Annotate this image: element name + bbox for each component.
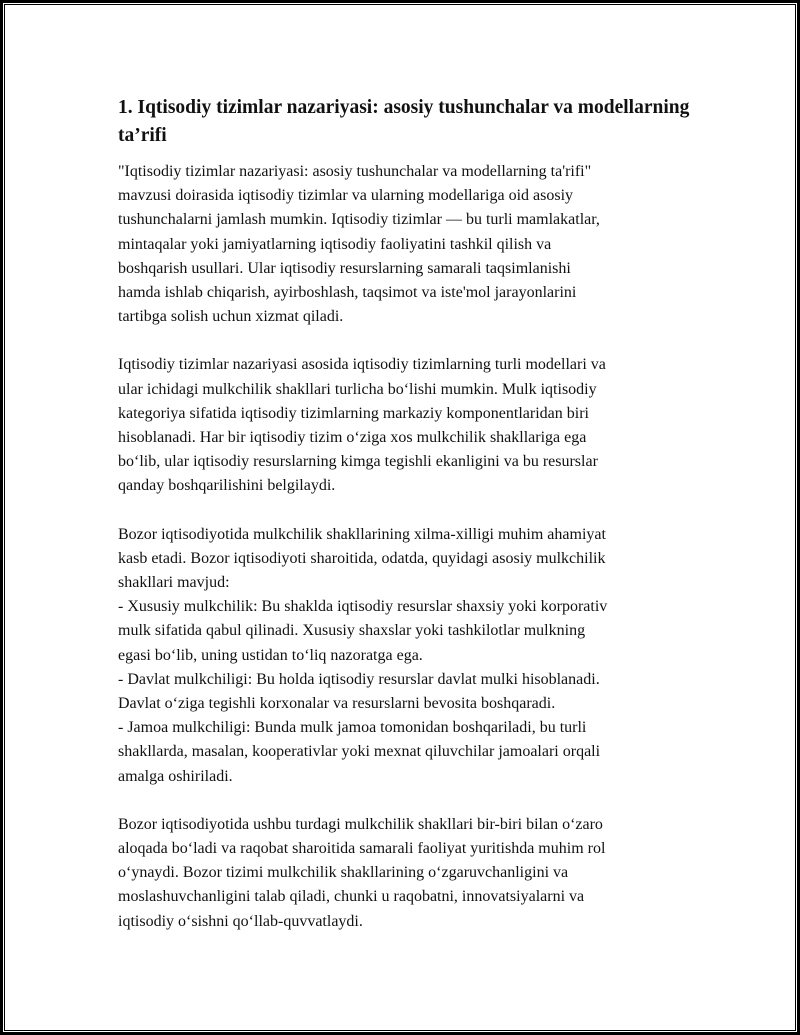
paragraph-line: egasi bo‘lib, uning ustidan to‘liq nazoratga ega.: [118, 646, 423, 664]
section-heading: 1. Iqtisodiy tizimlar nazariyasi: asosiy tushunchalar va modellarning ta’rifi: [118, 97, 690, 146]
paragraph: [118, 813, 698, 934]
paragraph: [118, 523, 698, 789]
paragraph-line: mavzusi doirasida iqtisodiy tizimlar va ularning modellariga oid asosiy: [118, 187, 574, 205]
paragraph-line: kasb etadi. Bozor iqtisodiyoti sharoitida, odatda, quyidagi asosiy mulkchilik: [118, 549, 606, 567]
paragraph-line: shakllarda, masalan, kooperativlar yoki mexnat qiluvchilar jamoalari orqali: [118, 743, 601, 761]
paragraph-list: [118, 160, 698, 934]
paragraph-line: moslashuvchanligini talab qiladi, chunki u raqobatni, innovatsiyalarni va: [118, 888, 585, 906]
paragraph-line: amalga oshiriladi.: [118, 767, 233, 785]
paragraph-line: kategoriya sifatida iqtisodiy tizimlarning markaziy komponentlaridan biri: [118, 404, 589, 422]
paragraph-line: tartibga solish uchun xizmat qiladi.: [118, 308, 344, 326]
paragraph-line: mulk sifatida qabul qilinadi. Xususiy shaxslar yoki tashkilotlar mulkning: [118, 622, 586, 640]
paragraph-line: - Xususiy mulkchilik: Bu shaklda iqtisodiy resurslar shaxsiy yoki korporativ: [118, 598, 608, 616]
paragraph-line: bo‘lib, ular iqtisodiy resurslarning kimga tegishli ekanligini va bu resurslar: [118, 453, 598, 471]
paragraph-line: - Jamoa mulkchiligi: Bunda mulk jamoa tomonidan boshqariladi, bu turli: [118, 719, 587, 737]
paragraph-line: tushunchalarni jamlash mumkin. Iqtisodiy tizimlar — bu turli mamlakatlar,: [118, 211, 600, 229]
paragraph-line: Iqtisodiy tizimlar nazariyasi asosida iqtisodiy tizimlarning turli modellari va: [118, 356, 606, 374]
paragraph-line: Bozor iqtisodiyotida ushbu turdagi mulkchilik shakllari bir-biri bilan o‘zaro: [118, 815, 603, 833]
paragraph-line: iqtisodiy o‘sishni qo‘llab-quvvatlaydi.: [118, 912, 363, 930]
paragraph-line: aloqada bo‘ladi va raqobat sharoitida samarali faoliyat yuritishda muhim rol: [118, 840, 606, 858]
paragraph-line: hamda ishlab chiqarish, ayirboshlash, taqsimot va iste'mol jarayonlarini: [118, 284, 577, 302]
paragraph-line: boshqarish usullari. Ular iqtisodiy resurslarning samarali taqsimlanishi: [118, 259, 571, 277]
paragraph-line: o‘ynaydi. Bozor tizimi mulkchilik shakllarining o‘zgaruvchanligini va: [118, 864, 569, 882]
paragraph-line: Bozor iqtisodiyotida mulkchilik shakllarining xilma-xilligi muhim ahamiyat: [118, 525, 606, 543]
paragraph-line: mintaqalar yoki jamiyatlarning iqtisodiy faoliyatini tashkil qilish va: [118, 235, 552, 253]
paragraph-line: qanday boshqarilishini belgilaydi.: [118, 477, 336, 495]
paragraph-line: Davlat o‘ziga tegishli korxonalar va resurslarni bevosita boshqaradi.: [118, 695, 556, 713]
document-body: [118, 94, 698, 958]
paragraph-line: - Davlat mulkchiligi: Bu holda iqtisodiy resurslar davlat mulki hisoblanadi.: [118, 670, 600, 688]
paragraph: [118, 160, 698, 329]
paragraph-line: ular ichidagi mulkchilik shakllari turlicha bo‘lishi mumkin. Mulk iqtisodiy: [118, 380, 597, 398]
paragraph-line: "Iqtisodiy tizimlar nazariyasi: asosiy tushunchalar va modellarning ta'rifi": [118, 163, 592, 180]
paragraph-line: hisoblanadi. Har bir iqtisodiy tizim o‘ziga xos mulkchilik shakllariga ega: [118, 429, 587, 447]
paragraph: [118, 353, 698, 498]
paragraph-line: shakllari mavjud:: [118, 574, 230, 592]
